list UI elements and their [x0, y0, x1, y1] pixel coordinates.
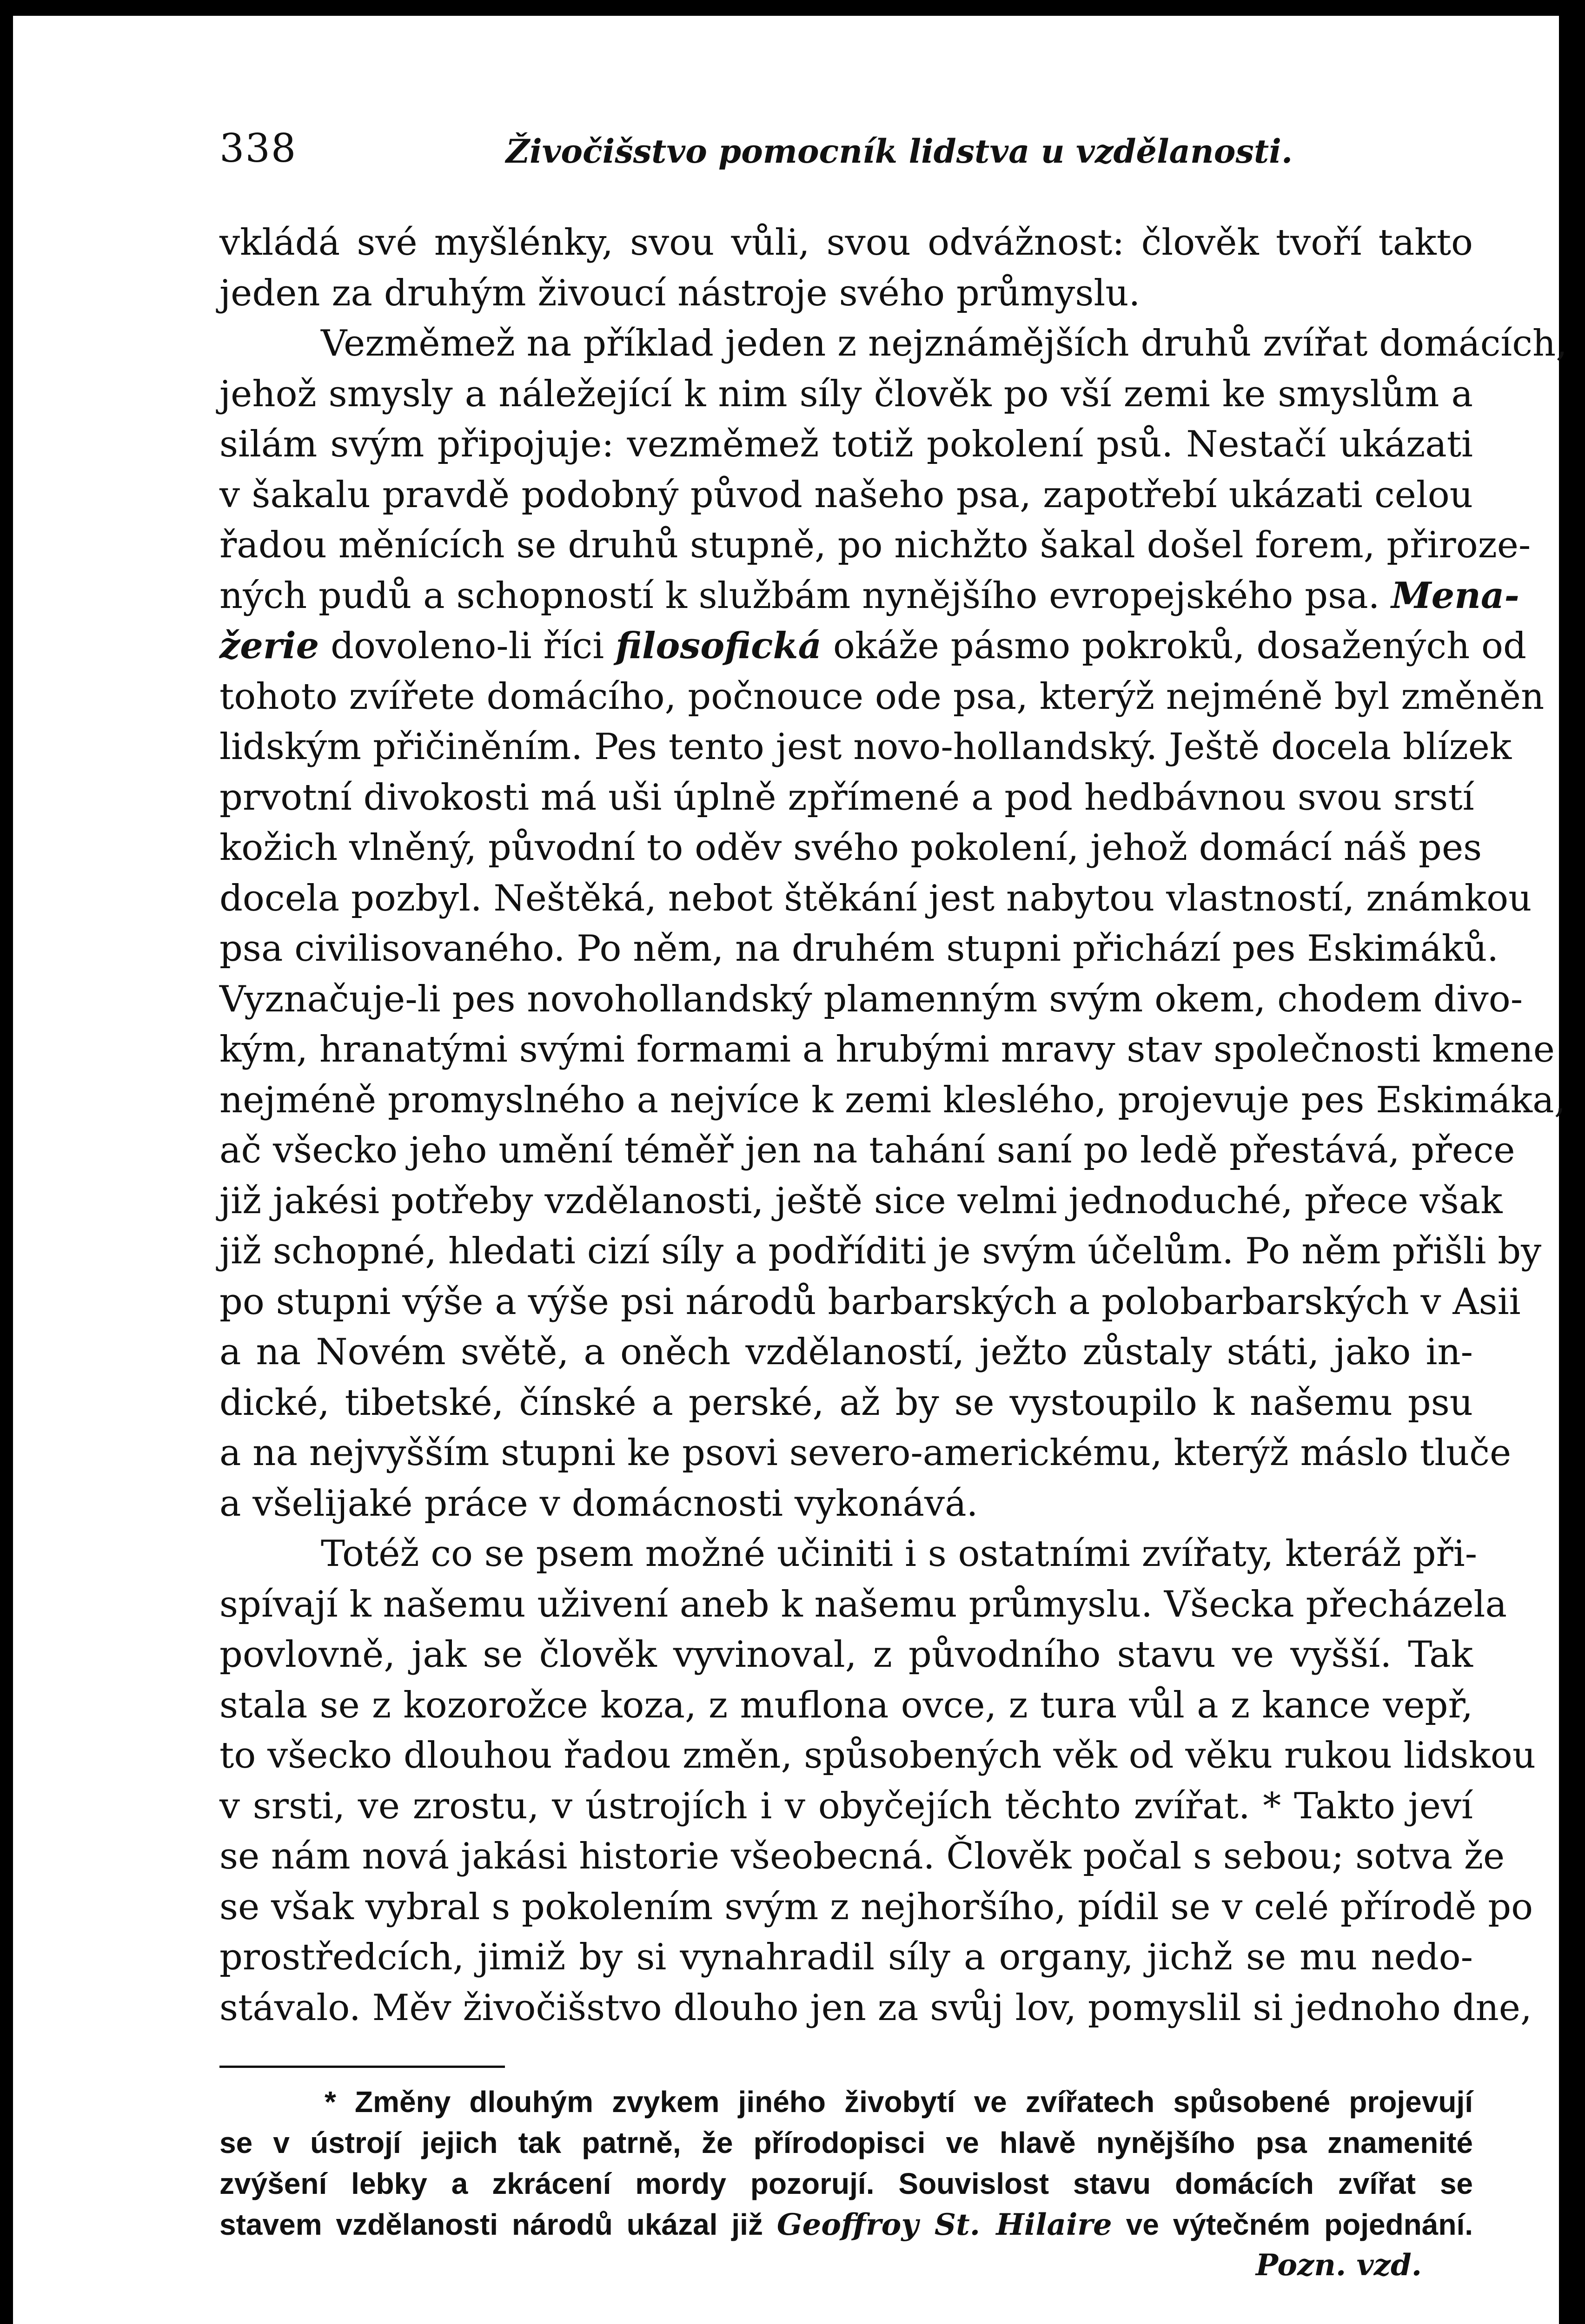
- footnote-line: se v ústrojí jejich tak patrně, že přírodopisci ve hlavě nynějšího psa znamenité: [219, 2126, 1473, 2159]
- text-line: se však vybral s pokolením svým z nejhoršího, pídil se v celé přírodě po: [219, 1886, 1533, 1928]
- text-segment: okáže pásmo pokroků, dosažených od: [833, 625, 1526, 667]
- text-line: stala se z kozorožce koza, z muflona ovce, z tura vůl a z kance vepř,: [219, 1684, 1473, 1726]
- page-header: [219, 125, 1293, 177]
- italic-term-menazerie: Mena-: [1391, 574, 1519, 617]
- text-line: jeden za druhým živoucí nástroje svého průmyslu.: [219, 272, 1141, 314]
- text-line: psa civilisovaného. Po něm, na druhém stupni přichází pes Eskimáků.: [219, 928, 1499, 970]
- text-line: v srsti, ve zrostu, v ústrojích i v obyčejích těchto zvířat. * Takto jeví: [219, 1785, 1473, 1827]
- running-title: Živočišstvo pomocník lidstva u vzdělanosti.: [506, 132, 1293, 171]
- text-line: lidským přičiněním. Pes tento jest novo-hollandský. Ještě docela blízek: [219, 726, 1512, 768]
- italic-term-filosoficka: filosofická: [616, 625, 822, 667]
- text-segment: ných pudů a schopností k službám nynějšího evropejského psa.: [219, 574, 1380, 617]
- paragraph-start-line: Vezměmež na příklad jeden z nejznámějších druhů zvířat domácích,: [321, 323, 1567, 364]
- text-line: stávalo. Měv živočišstvo dlouho jen za svůj lov, pomyslil si jednoho dne,: [219, 1987, 1532, 2029]
- text-line: spívají k našemu uživení aneb k našemu průmyslu. Všecka přecházela: [219, 1583, 1507, 1625]
- text-line: v šakalu pravdě podobný původ našeho psa, zapotřebí ukázati celou: [219, 474, 1473, 516]
- text-line: a na Novém světě, a oněch vzdělaností, ježto zůstaly státi, jako in-: [219, 1331, 1473, 1373]
- text-line: a na nejvyšším stupni ke psovi severo-americkému, kterýž máslo tluče: [219, 1432, 1512, 1474]
- footnote-segment: ve výtečném pojednání.: [1126, 2208, 1473, 2241]
- text-line: již schopné, hledati cizí síly a podříditi je svým účelům. Po něm přišli by: [219, 1230, 1542, 1272]
- text-segment: dovoleno-li říci: [331, 625, 604, 667]
- footnote-author-name: Geoffroy St. Hilaire: [776, 2207, 1112, 2242]
- text-line: kožich vlněný, původní to oděv svého pokolení, jehož domácí náš pes: [219, 827, 1482, 869]
- page-number: 338: [219, 125, 297, 171]
- text-line: nejméně promyslného a nejvíce k zemi kleslého, projevuje pes Eskimáka,: [219, 1079, 1566, 1121]
- text-line: [219, 621, 1526, 672]
- paragraph-start-line: Totéž co se psem možné učiniti i s ostatními zvířaty, kteráž při-: [321, 1533, 1478, 1575]
- footnote-separator: [219, 2066, 505, 2068]
- footnote-line: * Změny dlouhým zvykem jiného živobytí ve zvířatech spůsobené projevují: [325, 2085, 1473, 2119]
- footnote: [219, 2081, 1473, 2286]
- text-line: tohoto zvířete domácího, počnouce ode psa, kterýž nejméně byl změněn: [219, 675, 1545, 718]
- text-line: jehož smysly a náležející k nim síly člověk po vší zemi ke smyslům a: [219, 373, 1473, 415]
- text-line: docela pozbyl. Neštěká, nebot štěkání jest nabytou vlastností, známkou: [219, 877, 1532, 919]
- text-line: již jakési potřeby vzdělanosti, ještě sice velmi jednoduché, přece však: [219, 1180, 1503, 1222]
- text-line: ač všecko jeho umění téměř jen na tahání saní po ledě přestává, přece: [219, 1129, 1515, 1171]
- footnote-line: [219, 2204, 1473, 2245]
- footnote-segment: stavem vzdělanosti národů ukázal již: [219, 2208, 763, 2241]
- italic-term-menazerie-end: žerie: [219, 625, 319, 667]
- text-line: vkládá své myšlénky, svou vůli, svou odvážnost: člověk tvoří takto: [219, 222, 1473, 264]
- text-line: kým, hranatými svými formami a hrubými mravy stav společnosti kmene: [219, 1029, 1555, 1070]
- text-line: prvotní divokosti má uši úplně zpřímené a pod hedbávnou svou srstí: [219, 776, 1474, 819]
- text-line: to všecko dlouhou řadou změn, spůsobených věk od věku rukou lidskou: [219, 1735, 1536, 1776]
- text-line: Vyznačuje-li pes novohollandský plamenným svým okem, chodem divo-: [219, 978, 1523, 1020]
- text-line: dické, tibetské, čínské a perské, až by se vystoupilo k našemu psu: [219, 1381, 1473, 1424]
- text-line: prostředcích, jimiž by si vynahradil síly a organy, jichž se mu nedo-: [219, 1936, 1473, 1978]
- text-line: se nám nová jakási historie všeobecná. Člověk počal s sebou; sotva že: [219, 1835, 1505, 1877]
- text-line: po stupni výše a výše psi národů barbarských a polobarbarských v Asii: [219, 1281, 1521, 1323]
- text-line: povlovně, jak se člověk vyvinoval, z původního stavu ve vyšší. Tak: [219, 1634, 1473, 1676]
- text-line: řadou měnících se druhů stupně, po nichžto šakal došel forem, přiroze-: [219, 524, 1531, 566]
- footnote-signature: Pozn. vzd.: [1255, 2248, 1422, 2283]
- text-line: a všelijaké práce v domácnosti vykonává.: [219, 1482, 978, 1525]
- text-line: silám svým připojuje: vezměmež totiž pokolení psů. Nestačí ukázati: [219, 423, 1473, 465]
- main-text: [219, 218, 1567, 2033]
- text-line: [219, 571, 1519, 621]
- footnote-line: zvýšení lebky a zkrácení mordy pozorují. Souvislost stavu domácích zvířat se: [219, 2167, 1473, 2200]
- book-page: [13, 16, 1567, 2324]
